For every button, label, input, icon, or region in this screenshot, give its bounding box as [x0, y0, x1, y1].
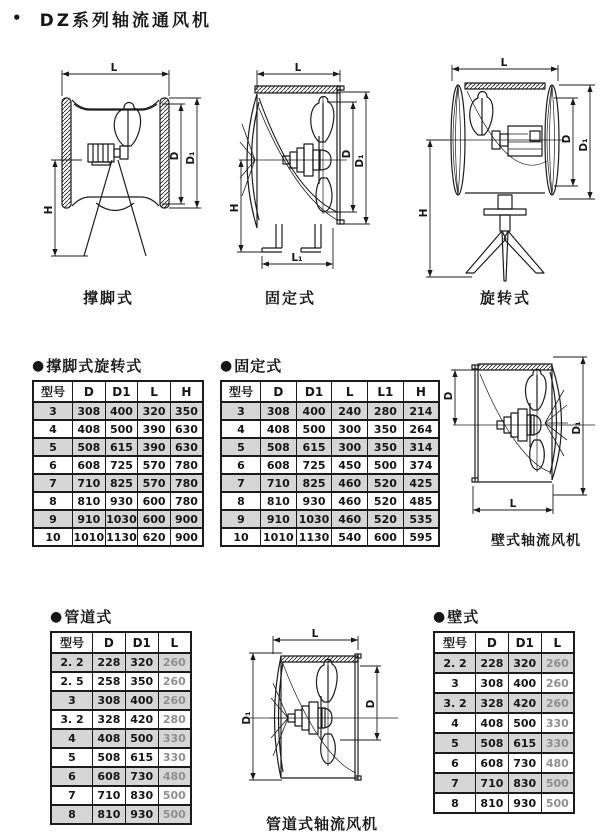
model-cell: 6: [434, 753, 476, 773]
model-cell: 10: [221, 528, 261, 546]
dim-label-l: L: [509, 498, 517, 510]
dim-label-l: L: [500, 57, 508, 69]
value-cell: 608: [93, 767, 126, 786]
model-cell: 4: [434, 713, 476, 733]
value-cell: 425: [403, 474, 439, 492]
dim-label-l: L: [311, 628, 319, 640]
column-header: 型号: [221, 381, 261, 402]
page-title-text: DZ系列轴流通风机: [39, 11, 213, 31]
wall-fan-drawing: [445, 340, 610, 532]
impeller-blade: [316, 659, 337, 766]
value-cell: 810: [261, 492, 297, 510]
value-cell: 350: [368, 420, 404, 438]
model-cell: 5: [221, 438, 261, 456]
table-row: [221, 456, 439, 474]
dim-label-d: D: [169, 151, 181, 161]
value-cell: 300: [332, 438, 368, 456]
value-cell: 320: [138, 402, 171, 420]
table-row: [51, 729, 191, 748]
inlet-bell: [545, 366, 568, 480]
value-cell: 570: [138, 456, 171, 474]
table-row: [434, 793, 574, 813]
value-cell: 930: [125, 805, 158, 824]
dim-label-d: D: [561, 134, 573, 144]
dim-label-d1: D₁: [571, 421, 583, 435]
value-cell: 314: [403, 438, 439, 456]
table-row: [51, 786, 191, 805]
column-header: D: [476, 632, 509, 653]
value-cell: 280: [158, 710, 191, 729]
value-cell: 260: [541, 653, 574, 673]
model-cell: 8: [434, 793, 476, 813]
value-cell: 264: [403, 420, 439, 438]
value-cell: 350: [125, 672, 158, 691]
value-cell: 408: [261, 420, 297, 438]
value-cell: 830: [125, 786, 158, 805]
model-cell: 7: [221, 474, 261, 492]
value-cell: 1010: [261, 528, 297, 546]
column-header: L: [138, 381, 171, 402]
value-cell: 485: [403, 492, 439, 510]
value-cell: 608: [261, 456, 297, 474]
table-row: [51, 748, 191, 767]
dim-label-d1: D₁: [185, 151, 197, 165]
table-row: [33, 420, 203, 438]
table-row: [434, 693, 574, 713]
value-cell: 460: [332, 474, 368, 492]
value-cell: 710: [476, 773, 509, 793]
dim-label-h: H: [229, 203, 241, 213]
motor: [88, 144, 128, 165]
value-cell: 390: [138, 420, 171, 438]
value-cell: 400: [508, 673, 541, 693]
value-cell: 508: [476, 733, 509, 753]
model-cell: 4: [51, 729, 93, 748]
model-cell: 3: [434, 673, 476, 693]
table-row: [221, 474, 439, 492]
value-cell: 228: [476, 653, 509, 673]
column-header: D1: [296, 381, 332, 402]
value-cell: 500: [296, 420, 332, 438]
model-cell: 7: [434, 773, 476, 793]
model-cell: 2. 5: [51, 672, 93, 691]
value-cell: 320: [125, 653, 158, 672]
table-title: [32, 355, 204, 376]
dim-label-d: D: [443, 391, 455, 401]
model-cell: 9: [221, 510, 261, 528]
model-cell: 6: [33, 456, 73, 474]
mounting-feet: [262, 224, 321, 252]
value-cell: 500: [541, 773, 574, 793]
column-header: L: [541, 632, 574, 653]
dim-label-d1: D₁: [578, 138, 590, 152]
value-cell: 600: [368, 528, 404, 546]
impeller-blade: [525, 369, 546, 472]
fan-casing: [62, 98, 169, 208]
value-cell: 420: [508, 693, 541, 713]
support-rotary-table: [32, 380, 204, 547]
value-cell: 500: [105, 420, 138, 438]
model-cell: 2. 2: [51, 653, 93, 672]
dim-label-d: D: [365, 699, 377, 709]
value-cell: 260: [541, 673, 574, 693]
dim-label-l: L: [110, 62, 118, 74]
value-cell: 570: [138, 474, 171, 492]
value-cell: 535: [403, 510, 439, 528]
value-cell: 500: [158, 786, 191, 805]
value-cell: 320: [508, 653, 541, 673]
table-row: [33, 456, 203, 474]
model-cell: 7: [33, 474, 73, 492]
table-row: [51, 805, 191, 824]
value-cell: 330: [541, 733, 574, 753]
value-cell: 374: [403, 456, 439, 474]
value-cell: 328: [476, 693, 509, 713]
fixed-table: [220, 380, 440, 547]
value-cell: 630: [170, 438, 203, 456]
value-cell: 520: [368, 474, 404, 492]
value-cell: 408: [93, 729, 126, 748]
model-cell: 4: [221, 420, 261, 438]
table-row: [434, 773, 574, 793]
model-cell: 3: [51, 691, 93, 710]
model-cell: 6: [221, 456, 261, 474]
model-cell: 3: [33, 402, 73, 420]
value-cell: 308: [261, 402, 297, 420]
table-row: [434, 653, 574, 673]
duct-fan-drawing: [238, 628, 410, 806]
value-cell: 330: [158, 748, 191, 767]
value-cell: 710: [73, 474, 106, 492]
table-row: [434, 753, 574, 773]
column-header: H: [170, 381, 203, 402]
table-title: [50, 606, 192, 627]
value-cell: 350: [170, 402, 203, 420]
table-row: [33, 474, 203, 492]
value-cell: 520: [368, 492, 404, 510]
value-cell: 480: [158, 767, 191, 786]
column-header: D1: [125, 632, 158, 653]
value-cell: 810: [73, 492, 106, 510]
value-cell: 1010: [73, 528, 106, 546]
model-cell: 3. 2: [434, 693, 476, 713]
model-cell: 6: [51, 767, 93, 786]
dim-label-d: D: [341, 149, 353, 159]
fixed-type-drawing: [229, 62, 410, 287]
value-cell: 540: [332, 528, 368, 546]
value-cell: 508: [73, 438, 106, 456]
value-cell: 400: [125, 691, 158, 710]
duct-table-block: [50, 606, 192, 825]
value-cell: 350: [368, 438, 404, 456]
value-cell: 1030: [105, 510, 138, 528]
inlet-bell: [270, 656, 288, 778]
table-row: [51, 767, 191, 786]
motor: [492, 126, 542, 156]
table-row: [51, 710, 191, 729]
value-cell: 260: [158, 672, 191, 691]
value-cell: 608: [73, 456, 106, 474]
table-title-text: 壁式: [447, 608, 480, 626]
model-cell: 3: [221, 402, 261, 420]
table-row: [33, 510, 203, 528]
table-row: [434, 733, 574, 753]
column-header: 型号: [33, 381, 73, 402]
bullet-icon: •: [12, 9, 25, 27]
table-title-text: 管道式: [64, 608, 113, 626]
inlet-bell: [239, 94, 259, 228]
duct-table: [50, 631, 192, 825]
table-row: [51, 672, 191, 691]
table-title: [433, 606, 575, 627]
value-cell: 460: [332, 510, 368, 528]
value-cell: 260: [158, 653, 191, 672]
value-cell: 780: [170, 492, 203, 510]
column-header: D: [73, 381, 106, 402]
value-cell: 450: [332, 456, 368, 474]
value-cell: 460: [332, 492, 368, 510]
value-cell: 408: [476, 713, 509, 733]
model-cell: 10: [33, 528, 73, 546]
value-cell: 615: [105, 438, 138, 456]
rotary-caption: 旋转式: [480, 289, 532, 307]
fan-casing: [451, 83, 559, 195]
value-cell: 240: [332, 402, 368, 420]
value-cell: 400: [105, 402, 138, 420]
value-cell: 330: [158, 729, 191, 748]
table-row: [221, 528, 439, 546]
model-cell: 2. 2: [434, 653, 476, 673]
value-cell: 500: [541, 793, 574, 813]
column-header: D1: [105, 381, 138, 402]
impeller-blade: [470, 91, 493, 135]
column-header: H: [403, 381, 439, 402]
value-cell: 615: [296, 438, 332, 456]
column-header: 型号: [51, 632, 93, 653]
value-cell: 308: [73, 402, 106, 420]
table-row: [434, 713, 574, 733]
value-cell: 910: [261, 510, 297, 528]
value-cell: 600: [138, 492, 171, 510]
header-row: [221, 381, 439, 402]
table-row: [51, 691, 191, 710]
pedestal-stand: [466, 195, 544, 281]
value-cell: 830: [508, 773, 541, 793]
model-cell: 5: [51, 748, 93, 767]
value-cell: 600: [138, 510, 171, 528]
value-cell: 730: [125, 767, 158, 786]
value-cell: 1130: [105, 528, 138, 546]
table-title-text: 撑脚式旋转式: [46, 357, 143, 375]
dim-label-h: H: [43, 205, 55, 215]
value-cell: 930: [508, 793, 541, 813]
table-row: [33, 438, 203, 456]
value-cell: 214: [403, 402, 439, 420]
table-row: [33, 528, 203, 546]
table-row: [221, 492, 439, 510]
page-title: [12, 6, 212, 31]
value-cell: 500: [158, 805, 191, 824]
value-cell: 330: [541, 713, 574, 733]
value-cell: 710: [261, 474, 297, 492]
dim-label-d1: D₁: [241, 711, 253, 725]
value-cell: 280: [368, 402, 404, 420]
value-cell: 825: [296, 474, 332, 492]
value-cell: 615: [125, 748, 158, 767]
table-row: [221, 420, 439, 438]
value-cell: 408: [73, 420, 106, 438]
value-cell: 930: [105, 492, 138, 510]
bullet-icon: ●: [32, 357, 46, 374]
fan-casing: [472, 364, 552, 482]
value-cell: 810: [93, 805, 126, 824]
bullet-icon: ●: [50, 608, 64, 625]
duct-fan-caption: 管道式轴流风机: [266, 815, 379, 833]
model-cell: 5: [33, 438, 73, 456]
casing-interior-curve: [480, 374, 550, 472]
support-caption: 撑脚式: [83, 289, 135, 307]
value-cell: 300: [332, 420, 368, 438]
table-title-text: 固定式: [234, 357, 283, 375]
table-row: [221, 438, 439, 456]
model-cell: 5: [434, 733, 476, 753]
value-cell: 1030: [296, 510, 332, 528]
value-cell: 608: [476, 753, 509, 773]
value-cell: 308: [476, 673, 509, 693]
column-header: D1: [508, 632, 541, 653]
column-header: D: [261, 381, 297, 402]
value-cell: 500: [368, 456, 404, 474]
support-rotary-table-block: [32, 355, 204, 547]
value-cell: 595: [403, 528, 439, 546]
value-cell: 508: [261, 438, 297, 456]
bullet-icon: ●: [433, 608, 447, 625]
column-header: L: [158, 632, 191, 653]
tripod-legs: [84, 160, 146, 256]
value-cell: 900: [170, 528, 203, 546]
dim-label-h: H: [418, 208, 430, 218]
column-header: L: [332, 381, 368, 402]
header-row: [51, 632, 191, 653]
value-cell: 780: [170, 456, 203, 474]
model-cell: 8: [221, 492, 261, 510]
value-cell: 620: [138, 528, 171, 546]
fixed-caption: 固定式: [265, 289, 317, 307]
value-cell: 520: [368, 510, 404, 528]
column-header: L1: [368, 381, 404, 402]
value-cell: 910: [73, 510, 106, 528]
wall-table: [433, 631, 575, 814]
table-row: [221, 510, 439, 528]
model-cell: 9: [33, 510, 73, 528]
value-cell: 228: [93, 653, 126, 672]
value-cell: 500: [508, 713, 541, 733]
model-cell: 8: [33, 492, 73, 510]
value-cell: 390: [138, 438, 171, 456]
value-cell: 308: [93, 691, 126, 710]
table-title: [220, 355, 440, 376]
table-row: [33, 492, 203, 510]
value-cell: 258: [93, 672, 126, 691]
table-row: [221, 402, 439, 420]
column-header: 型号: [434, 632, 476, 653]
value-cell: 260: [158, 691, 191, 710]
model-cell: 4: [33, 420, 73, 438]
value-cell: 930: [296, 492, 332, 510]
value-cell: 780: [170, 474, 203, 492]
casing-interior-curve: [467, 91, 547, 165]
bullet-icon: ●: [220, 357, 234, 374]
wall-fan-caption: 壁式轴流风机: [491, 533, 581, 549]
value-cell: 1130: [296, 528, 332, 546]
fixed-table-block: [220, 355, 440, 547]
model-cell: 7: [51, 786, 93, 805]
value-cell: 630: [170, 420, 203, 438]
value-cell: 725: [296, 456, 332, 474]
value-cell: 260: [541, 693, 574, 713]
column-header: D: [93, 632, 126, 653]
wall-table-block: [433, 606, 575, 814]
casing-interior-curve: [259, 98, 337, 220]
dim-label-l: L: [294, 62, 302, 74]
table-row: [51, 653, 191, 672]
value-cell: 615: [508, 733, 541, 753]
value-cell: 810: [476, 793, 509, 813]
value-cell: 508: [93, 748, 126, 767]
dimension-D1: [249, 653, 282, 780]
value-cell: 420: [125, 710, 158, 729]
value-cell: 730: [508, 753, 541, 773]
value-cell: 725: [105, 456, 138, 474]
value-cell: 400: [296, 402, 332, 420]
value-cell: 500: [125, 729, 158, 748]
support-type-drawing: [43, 60, 223, 282]
header-row: [33, 381, 203, 402]
table-row: [434, 673, 574, 693]
value-cell: 480: [541, 753, 574, 773]
value-cell: 900: [170, 510, 203, 528]
rotary-type-drawing: [412, 55, 610, 287]
value-cell: 710: [93, 786, 126, 805]
value-cell: 328: [93, 710, 126, 729]
value-cell: 825: [105, 474, 138, 492]
casing-interior-curve: [283, 664, 356, 773]
model-cell: 8: [51, 805, 93, 824]
dim-label-l1: L₁: [291, 252, 303, 264]
header-row: [434, 632, 574, 653]
model-cell: 3. 2: [51, 710, 93, 729]
dim-label-d1: D₁: [354, 154, 366, 168]
table-row: [33, 402, 203, 420]
